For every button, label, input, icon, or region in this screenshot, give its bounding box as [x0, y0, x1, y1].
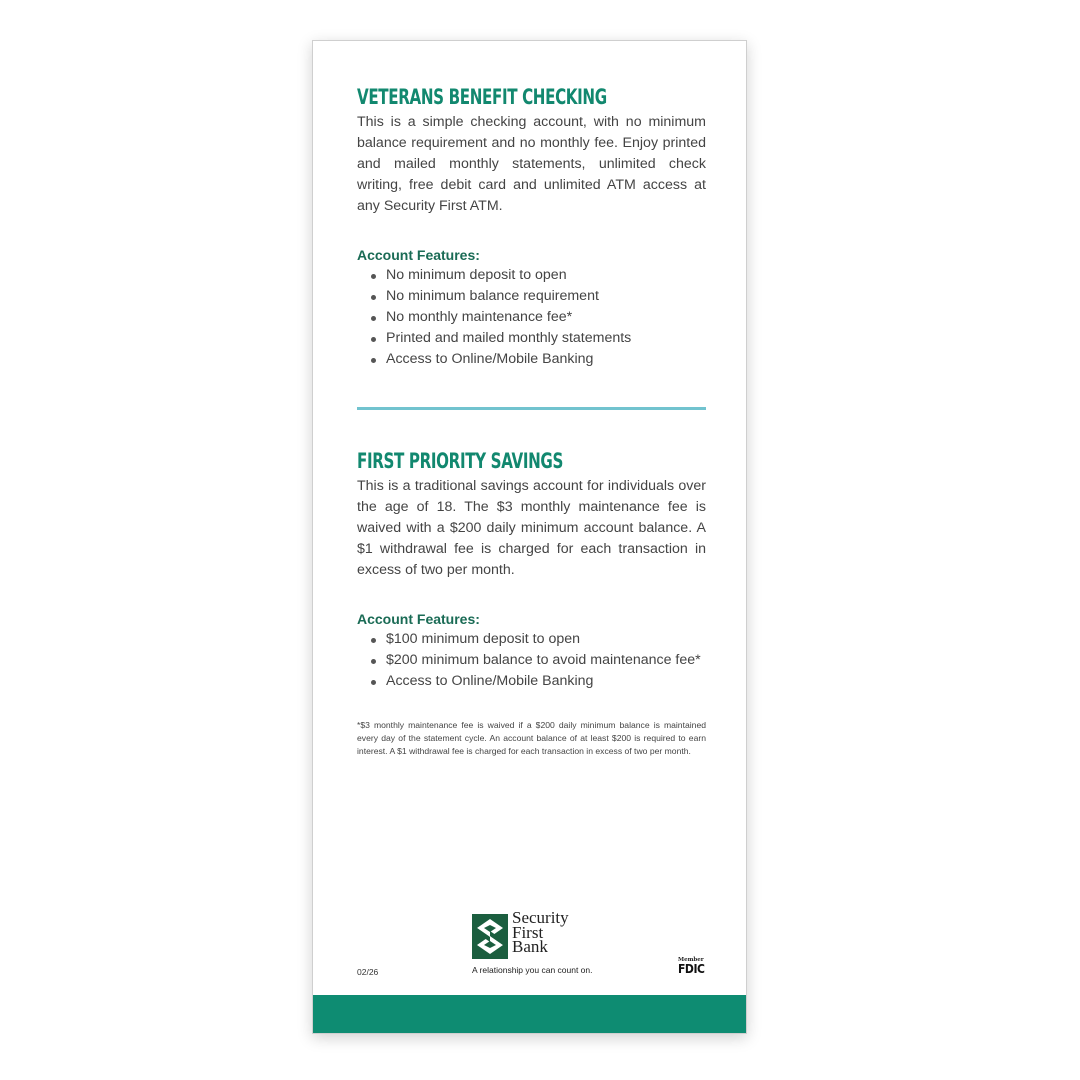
features-list-savings: [371, 629, 701, 692]
bullet-icon: [371, 295, 376, 300]
feature-text: Access to Online/Mobile Banking: [386, 673, 594, 689]
features-label-checking: Account Features:: [357, 247, 480, 263]
feature-text: $100 minimum deposit to open: [386, 631, 581, 647]
bank-name-line: Security: [512, 908, 569, 927]
bank-name-line: Bank: [512, 937, 548, 956]
features-label-savings: Account Features:: [357, 611, 480, 627]
list-item: [371, 671, 701, 692]
bank-logo-mark-icon: [472, 914, 508, 959]
bullet-icon: [371, 337, 376, 342]
bullet-icon: [371, 316, 376, 321]
date-code: 02/26: [357, 967, 379, 977]
bullet-icon: [371, 659, 376, 664]
fdic-member-label: Member: [678, 957, 704, 963]
fdic-badge: [678, 957, 707, 975]
feature-text: No minimum balance requirement: [386, 288, 599, 304]
list-item: [371, 286, 631, 307]
bank-name-line: First: [512, 922, 544, 942]
feature-text: Printed and mailed monthly statements: [386, 330, 632, 346]
brochure-page: [312, 40, 747, 1034]
bullet-icon: [371, 680, 376, 685]
section-description-checking: This is a simple checking account, with no minimum balance requirement and no monthly fee. Enjoy printed and mailed monthly statements, unlimited check writing, free debit card and unlimited ATM access at any Security First ATM.: [357, 114, 706, 214]
section-description-savings: This is a traditional savings account for individuals over the age of 18. The $3 monthly maintenance fee is waived with a $200 daily minimum account balance. A $1 withdrawal fee is charged for each transaction in excess of two per month.: [357, 478, 706, 578]
feature-text: No monthly maintenance fee*: [386, 309, 573, 325]
section-title-savings: FIRST PRIORITY SAVINGS: [357, 449, 563, 473]
list-item: [371, 307, 631, 328]
list-item: [371, 650, 701, 671]
section-title-checking: VETERANS BENEFIT CHECKING: [357, 85, 607, 109]
feature-text: $200 minimum balance to avoid maintenance fee*: [386, 652, 701, 668]
list-item: [371, 349, 631, 370]
bullet-icon: [371, 638, 376, 643]
footer-color-band: [313, 995, 746, 1033]
tagline: A relationship you can count on.: [472, 965, 593, 975]
section-divider: [357, 407, 706, 410]
fdic-label: FDIC: [678, 962, 705, 976]
bullet-icon: [371, 274, 376, 279]
feature-text: Access to Online/Mobile Banking: [386, 351, 594, 367]
footnote: *$3 monthly maintenance fee is waived if a $200 daily minimum balance is maintained every day of the statement cycle. An account balance of at least $200 is required to earn interest. A $1 withdrawal fee is charged for each transaction in excess of two per month.: [357, 720, 706, 756]
bank-name: [512, 908, 569, 956]
bullet-icon: [371, 358, 376, 363]
list-item: [371, 265, 631, 286]
list-item: [371, 328, 631, 349]
list-item: [371, 629, 701, 650]
feature-text: No minimum deposit to open: [386, 267, 567, 283]
features-list-checking: [371, 265, 631, 370]
